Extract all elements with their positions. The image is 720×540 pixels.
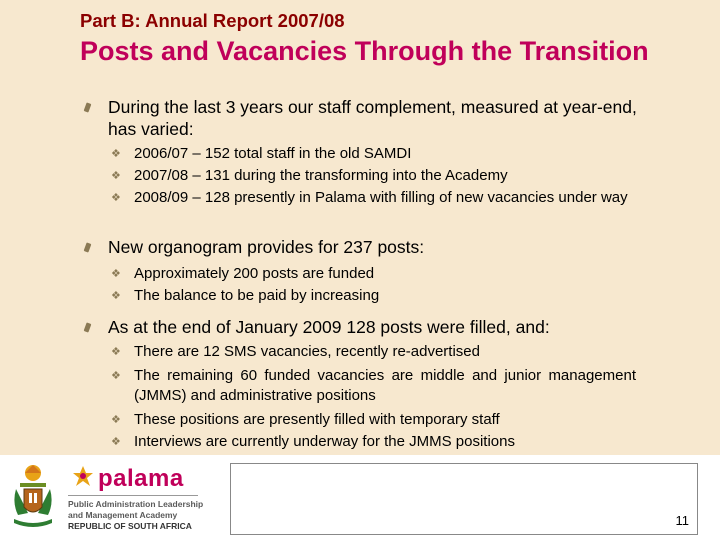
bullet-text: During the last 3 years our staff complement, measured at year-end, has varied: (108, 97, 637, 139)
bullet-text: As at the end of January 2009 128 posts were filled, and: (108, 317, 550, 337)
diamond-bullet-icon (84, 322, 92, 332)
slide-supertitle: Part B: Annual Report 2007/08 (80, 10, 345, 31)
divider (68, 495, 198, 496)
sub-bullet-text: There are 12 SMS vacancies, recently re-advertised (134, 343, 480, 360)
sub-bullet-text: These positions are presently filled with temporary staff (134, 411, 500, 428)
sub-bullet-text: 2006/07 – 152 total staff in the old SAMDI (134, 145, 412, 162)
diamond-bullet-icon (84, 242, 92, 252)
org-name-line-1: Public Administration Leadership (68, 499, 204, 509)
sub-bullet-text: Interviews are currently underway for the JMMS positions (134, 433, 515, 450)
slide-footer (0, 455, 720, 540)
sub-bullet-text: 2008/09 – 128 presently in Palama with filling of new vacancies under way (134, 189, 628, 206)
sub-bullet-text: 2007/08 – 131 during the transforming into the Academy (134, 167, 508, 184)
star-bullet-icon: ❖ (111, 436, 121, 448)
star-bullet-icon: ❖ (111, 290, 121, 302)
diamond-bullet-icon (84, 102, 92, 112)
star-bullet-icon: ❖ (111, 414, 121, 426)
star-bullet-icon: ❖ (111, 346, 121, 358)
star-bullet-icon: ❖ (111, 170, 121, 182)
sub-bullet-text: Approximately 200 posts are funded (134, 265, 375, 282)
slide-title: Posts and Vacancies Through the Transition (80, 36, 649, 66)
slide-header (80, 10, 649, 67)
bullet-text: New organogram provides for 237 posts: (108, 237, 425, 257)
country-name: REPUBLIC OF SOUTH AFRICA (68, 521, 192, 531)
star-bullet-icon: ❖ (111, 268, 121, 280)
bullet-item (0, 96, 720, 140)
sub-bullet-text: The balance to be paid by increasing (134, 287, 380, 304)
palama-logo-icon (70, 464, 96, 490)
org-name-line-2: and Management Academy (68, 510, 178, 520)
page-number: 11 (675, 513, 689, 528)
star-bullet-icon: ❖ (111, 148, 121, 160)
star-bullet-icon: ❖ (111, 370, 121, 382)
page-number-box (230, 463, 698, 535)
sub-bullet-text: The remaining 60 funded vacancies are middle and junior management (JMMS) and administrative positions (134, 367, 636, 404)
star-bullet-icon: ❖ (111, 192, 121, 204)
coat-of-arms-icon (8, 463, 58, 531)
palama-wordmark: palama (98, 465, 184, 492)
